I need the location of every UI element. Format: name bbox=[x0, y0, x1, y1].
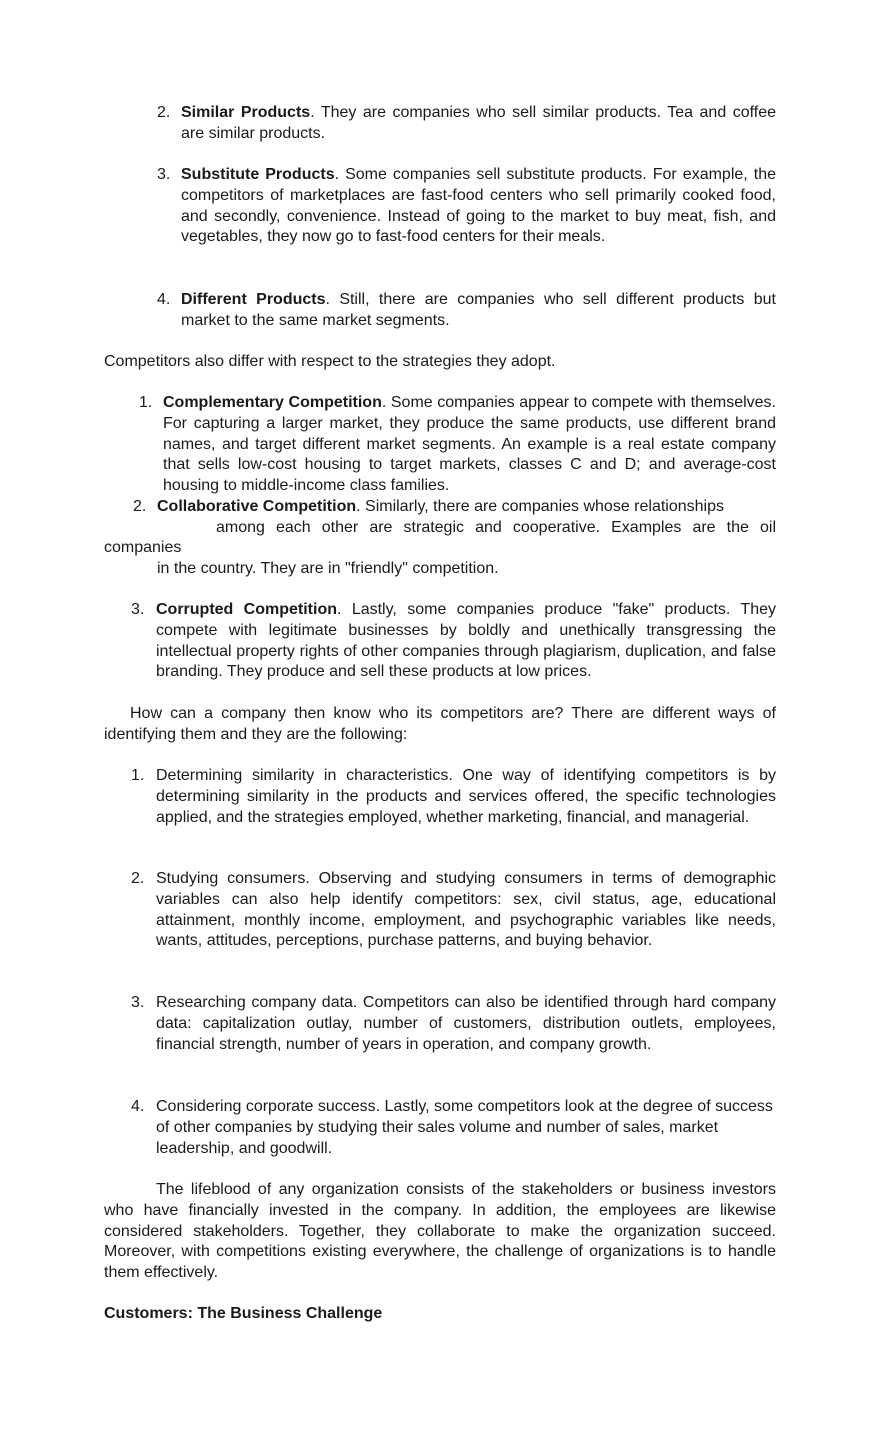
list-item-corrupted-competition bbox=[156, 600, 776, 683]
list-item-substitute-products bbox=[181, 165, 776, 248]
list-item-collaborative-competition bbox=[157, 497, 724, 518]
description: . Some companies sell substitute products. For example, the competitors of marketplaces are fast-food centers who sell primarily cooked food, and secondly, convenience. Instead of going to the market to buy meat, fish, and vegetables, they now go to fast-food centers for their meals. bbox=[181, 166, 776, 246]
description: . Still, there are companies who sell different products but market to the same market segments. bbox=[181, 291, 776, 329]
identify-intro: How can a company then know who its competitors are? There are different ways of identifying them and they are the following: bbox=[104, 705, 776, 743]
list-number: 2. bbox=[157, 104, 171, 121]
list-number: 3. bbox=[157, 166, 171, 183]
list-number: 4. bbox=[157, 291, 171, 308]
list-number: 4. bbox=[131, 1098, 145, 1115]
description: . Some companies appear to compete with themselves. For capturing a larger market, they produce the same products, use different brand names, and target different market segments. An example is a real estate company that sells low-cost housing to target markets, classes C and D; and average-cost housing to middle-income class families. bbox=[163, 394, 776, 494]
list-item-studying-consumers: Studying consumers. Observing and studying consumers in terms of demographic variables can also help identify competitors: sex, civil status, age, educational attainment, monthly income, employment, and psychographic variables like needs, wants, attitudes, perceptions, purchase patterns, and buying behavior. bbox=[156, 870, 776, 950]
strategies-intro: Competitors also differ with respect to the strategies they adopt. bbox=[104, 353, 556, 370]
list-item-similar-products bbox=[181, 103, 776, 145]
list-number: 1. bbox=[131, 767, 145, 784]
description: . They are companies who sell similar products. Tea and coffee are similar products. bbox=[181, 104, 776, 142]
term: Substitute Products bbox=[181, 166, 335, 183]
lifeblood-paragraph: The lifeblood of any organization consists of the stakeholders or business investors who have financially invested in the company. In addition, the employees are likewise considered stakeholders. Together, they collaborate to make the organization succeed. Moreover, with competitions existing everywhere, the challenge of organizations is to handle them effectively. bbox=[104, 1181, 776, 1281]
list-number: 3. bbox=[131, 994, 145, 1011]
term: Different Products bbox=[181, 291, 326, 308]
description-line: companies bbox=[104, 539, 182, 556]
list-number: 2. bbox=[131, 870, 145, 887]
description-line: among each other are strategic and cooperative. Examples are the oil bbox=[216, 519, 776, 536]
description: . Similarly, there are companies whose relationships bbox=[356, 498, 724, 515]
list-item-different-products bbox=[181, 290, 776, 332]
list-item-researching-data: Researching company data. Competitors can also be identified through hard company data: capitalization outlay, number of customers, distribution outlets, employees, financial strength, number of years in operation, and company growth. bbox=[156, 994, 776, 1053]
list-number: 1. bbox=[139, 394, 153, 411]
section-heading: Customers: The Business Challenge bbox=[104, 1305, 383, 1322]
term: Collaborative Competition bbox=[157, 498, 357, 515]
description: . Lastly, some companies produce "fake" products. They compete with legitimate businesses by boldly and unethically transgressing the intellectual property rights of other companies through plagiarism, duplication, and false branding. They produce and sell these products at low prices. bbox=[156, 601, 777, 681]
term: Complementary Competition bbox=[163, 394, 382, 411]
list-item-corporate-success: Considering corporate success. Lastly, some competitors look at the degree of success of other companies by studying their sales volume and number of sales, market leadership, and goodwill. bbox=[156, 1098, 773, 1157]
term: Corrupted Competition bbox=[156, 601, 338, 618]
term: Similar Products bbox=[181, 104, 311, 121]
list-number: 2. bbox=[133, 498, 147, 515]
list-number: 3. bbox=[131, 601, 145, 618]
description-line: in the country. They are in "friendly" competition. bbox=[157, 560, 499, 577]
list-item-determining-similarity: Determining similarity in characteristics. One way of identifying competitors is by determining similarity in the products and services offered, the specific technologies applied, and the strategies employed, whether marketing, financial, and managerial. bbox=[156, 767, 776, 826]
list-item-complementary-competition bbox=[163, 393, 776, 497]
